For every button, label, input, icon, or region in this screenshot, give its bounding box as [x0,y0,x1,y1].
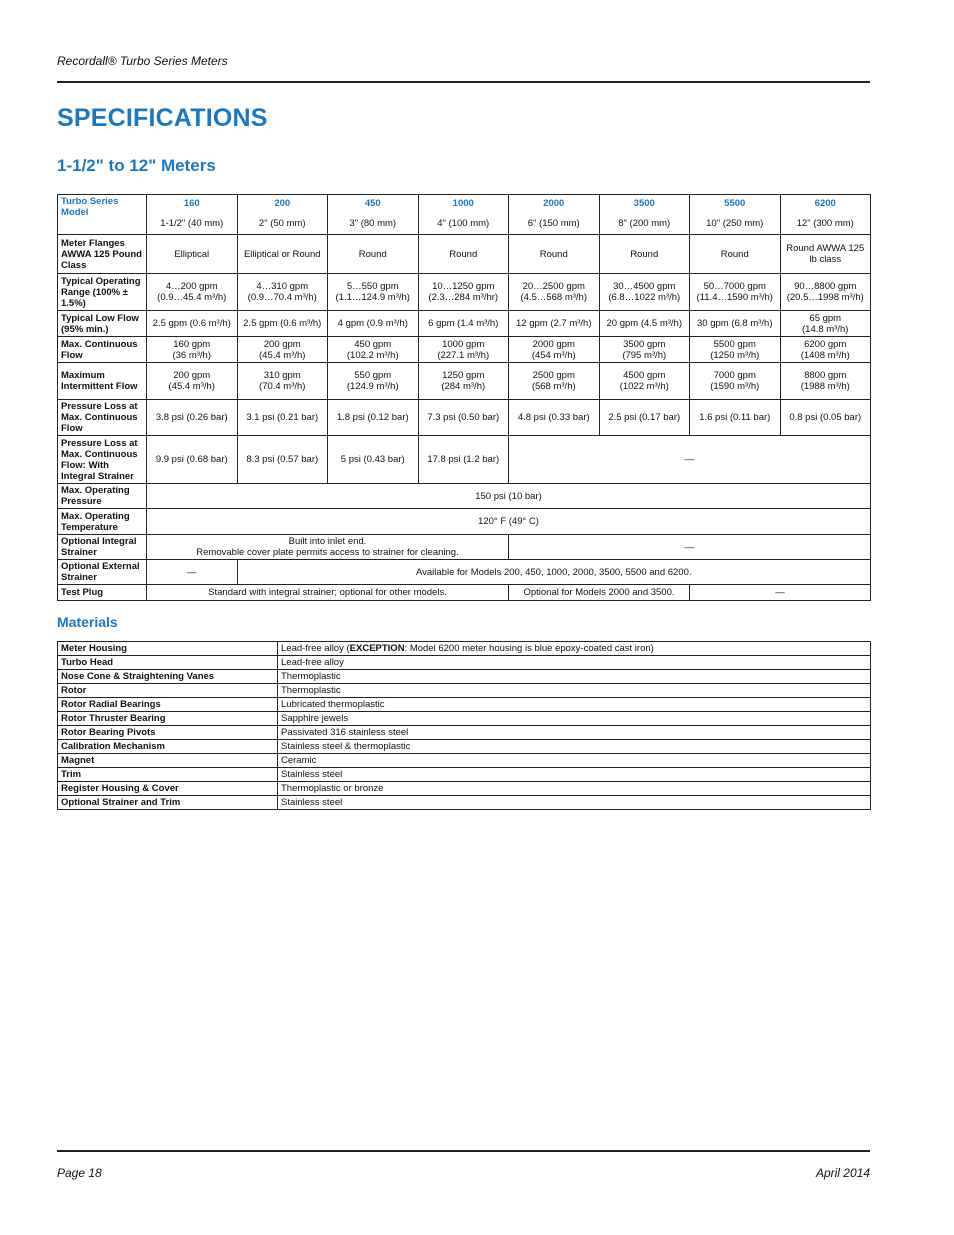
publication-date: April 2014 [815,1166,870,1180]
material-value: Lubricated thermoplastic [278,698,871,712]
model-number: 6200 [814,198,836,209]
table-cell: Round [418,235,509,274]
table-row [58,754,871,768]
table-row [58,726,871,740]
low-flow-label: Typical Low Flow (95% min.) [58,311,147,337]
model-size: 1-1/2" (40 mm) [160,218,224,229]
cell-line: (795 m³/h) [622,349,667,361]
material-part: Rotor [58,684,278,698]
material-part: Optional Strainer and Trim [58,796,278,810]
table-cell: 1.8 psi (0.12 bar) [328,400,419,436]
table-cell: 8.3 psi (0.57 bar) [237,436,328,484]
table-cell [237,274,328,311]
material-value: Ceramic [278,754,871,768]
model-size: 4" (100 mm) [437,218,490,229]
material-value: Thermoplastic [278,684,871,698]
table-cell [147,274,238,311]
table-cell [690,311,781,337]
table-cell: Round [509,235,600,274]
table-cell: Round AWWA 125 lb class [780,235,871,274]
material-value: Thermoplastic or bronze [278,782,871,796]
table-cell: 0.8 psi (0.05 bar) [780,400,871,436]
cell-line: 20 gpm (4.5 m³/h) [606,318,682,329]
table-row [58,642,871,656]
model-number: 200 [274,198,291,209]
model-cell [147,195,238,235]
table-cell: 3.1 psi (0.21 bar) [237,400,328,436]
cell-line: 450 gpm [354,338,392,350]
integral-strainer-label: Optional Integral Strainer [58,535,147,560]
material-value: Thermoplastic [278,670,871,684]
cell-line: (454 m³/h) [531,349,576,361]
cell-line: 7000 gpm [713,370,756,381]
cell-line: 1250 gpm [442,370,485,381]
max-intermittent-label: Maximum Intermittent Flow [58,363,147,400]
table-cell: Elliptical or Round [237,235,328,274]
cell-line: Removable cover plate permits access to strainer for cleaning. [196,547,459,558]
table-cell: Round [690,235,781,274]
material-value: Passivated 316 stainless steel [278,726,871,740]
cell-line: 2.5 gpm (0.6 m³/h) [243,318,322,329]
max-temperature-label: Max. Operating Temperature [58,509,147,535]
cell-line: 50…7000 gpm [703,281,766,292]
table-cell: — [509,436,871,484]
table-cell [599,311,690,337]
table-cell [780,363,871,400]
model-size: 3" (80 mm) [349,218,397,229]
material-part: Register Housing & Cover [58,782,278,796]
cell-line: 2500 gpm [532,370,575,381]
material-value [278,642,871,656]
model-size: 8" (200 mm) [618,218,671,229]
pressure-loss-label: Pressure Loss at Max. Continuous Flow [58,400,147,436]
model-cell [599,195,690,235]
table-cell: Round [328,235,419,274]
table-cell [509,363,600,400]
material-part: Trim [58,768,278,782]
table-cell [418,274,509,311]
table-row [58,782,871,796]
max-temperature-row [58,509,871,535]
test-plug-label: Test Plug [58,585,147,601]
table-row [58,698,871,712]
operating-range-row [58,274,871,311]
table-row [58,768,871,782]
cell-line: 20…2500 gpm [522,281,585,292]
cell-line: 550 gpm [354,370,392,381]
table-cell [599,363,690,400]
material-part: Rotor Radial Bearings [58,698,278,712]
table-cell: 7.3 psi (0.50 bar) [418,400,509,436]
cell-line: 4 gpm (0.9 m³/h) [337,318,408,329]
max-pressure-row [58,484,871,509]
model-cell [780,195,871,235]
cell-line: (1022 m³/h) [619,381,669,392]
model-cell [418,195,509,235]
cell-line: (2.3…284 m³/hr) [428,292,499,303]
cell-line: Built into inlet end. [288,536,367,547]
cell-line: 3500 gpm [623,338,666,350]
table-cell [147,337,238,363]
table-cell [147,535,509,560]
cell-line: (4.5…568 m³/h) [520,292,588,303]
cell-line: 1000 gpm [442,338,485,350]
cell-line: 2.5 gpm (0.6 m³/h) [152,318,231,329]
table-cell: Available for Models 200, 450, 1000, 2000, 3500, 5500 and 6200. [237,560,871,585]
cell-line: 4500 gpm [623,370,666,381]
table-cell: 3.8 psi (0.26 bar) [147,400,238,436]
table-cell: 17.8 psi (1.2 bar) [418,436,509,484]
cell-line: (45.4 m³/h) [259,349,306,361]
cell-line: (14.8 m³/h) [802,323,849,335]
table-row [58,712,871,726]
table-cell [690,274,781,311]
table-row [58,670,871,684]
table-cell [147,363,238,400]
cell-line: 4…200 gpm [165,281,218,292]
low-flow-row [58,311,871,337]
model-number: 450 [364,198,381,209]
material-value: Stainless steel [278,796,871,810]
pressure-loss-strainer-label: Pressure Loss at Max. Continuous Flow: With Integral Strainer [58,436,147,484]
table-cell: 1.6 psi (0.11 bar) [690,400,781,436]
max-pressure-label: Max. Operating Pressure [58,484,147,509]
external-strainer-row [58,560,871,585]
cell-line: 200 gpm [173,370,211,381]
footer-rule [57,1150,870,1152]
section-title: 1-1/2" to 12" Meters [57,156,216,175]
table-cell [328,363,419,400]
model-size: 10" (250 mm) [706,218,764,229]
table-cell [509,311,600,337]
material-text: : Model 6200 meter housing is blue epoxy-coated cast iron) [404,643,654,654]
table-cell [237,363,328,400]
table-cell [780,337,871,363]
cell-line: (11.4…1590 m³/h) [696,292,773,303]
cell-line: 6200 gpm [804,338,847,350]
table-cell [690,337,781,363]
pressure-loss-row [58,400,871,436]
table-row [58,740,871,754]
model-row-header: Turbo Series Model [58,195,147,235]
pressure-loss-strainer-row [58,436,871,484]
table-cell: — [509,535,871,560]
table-row [58,656,871,670]
cell-line: (70.4 m³/h) [259,381,306,392]
cell-line: 30…4500 gpm [613,281,676,292]
cell-line: (102.2 m³/h) [346,349,399,361]
model-number: 3500 [633,198,655,209]
table-cell [147,311,238,337]
integral-strainer-row [58,535,871,560]
cell-line: (36 m³/h) [172,349,212,361]
material-part: Rotor Bearing Pivots [58,726,278,740]
model-cell [690,195,781,235]
table-cell [509,337,600,363]
model-number: 2000 [543,198,565,209]
table-cell: 9.9 psi (0.68 bar) [147,436,238,484]
model-number: 5500 [724,198,746,209]
table-cell [509,274,600,311]
cell-line: (284 m³/h) [441,381,486,392]
table-cell [418,337,509,363]
model-size: 12" (300 mm) [796,218,854,229]
specifications-table [57,194,871,601]
table-cell: 150 psi (10 bar) [147,484,871,509]
page-title: SPECIFICATIONS [57,104,268,132]
cell-line: (124.9 m³/h) [346,381,399,392]
table-cell [780,274,871,311]
cell-line: 160 gpm [173,338,211,350]
table-cell [418,363,509,400]
model-row [58,195,871,235]
table-cell: — [690,585,871,601]
table-cell [780,311,871,337]
cell-line: (227.1 m³/h) [437,349,490,361]
table-cell [599,337,690,363]
model-cell [328,195,419,235]
cell-line: 12 gpm (2.7 m³/h) [516,318,592,329]
running-header: Recordall® Turbo Series Meters [57,54,228,68]
max-continuous-row [58,337,871,363]
cell-line: (20.5…1998 m³/h) [786,292,864,303]
cell-line: 4…310 gpm [256,281,309,292]
materials-title: Materials [57,614,118,630]
model-cell [237,195,328,235]
cell-line: 6 gpm (1.4 m³/h) [428,318,499,329]
material-part: Rotor Thruster Bearing [58,712,278,726]
table-cell [328,337,419,363]
model-size: 2" (50 mm) [258,218,306,229]
material-text: Lead-free alloy ( [281,643,350,654]
material-part: Meter Housing [58,642,278,656]
model-cell [509,195,600,235]
page-number: Page 18 [57,1166,102,1180]
exception-text: EXCEPTION [349,643,405,654]
table-cell: — [147,560,238,585]
max-intermittent-row [58,363,871,400]
table-cell: Standard with integral strainer; optional for other models. [147,585,509,601]
cell-line: 90…8800 gpm [794,281,857,292]
cell-line: (45.4 m³/h) [168,381,215,392]
cell-line: (6.8…1022 m³/h) [608,292,681,303]
cell-line: 30 gpm (6.8 m³/h) [697,318,773,329]
table-cell: 120° F (49° C) [147,509,871,535]
cell-line: (568 m³/h) [531,381,576,392]
header-rule [57,81,870,83]
table-cell: 5 psi (0.43 bar) [328,436,419,484]
external-strainer-label: Optional External Strainer [58,560,147,585]
material-part: Turbo Head [58,656,278,670]
cell-line: 5…550 gpm [346,281,399,292]
material-value: Stainless steel [278,768,871,782]
flanges-label: Meter Flanges AWWA 125 Pound Class [58,235,147,274]
material-value: Lead-free alloy [278,656,871,670]
table-cell [328,311,419,337]
cell-line: (1408 m³/h) [800,349,850,361]
cell-line: (1.1…124.9 m³/h) [335,292,410,303]
materials-table [57,641,871,810]
material-part: Magnet [58,754,278,768]
table-cell: Round [599,235,690,274]
max-continuous-label: Max. Continuous Flow [58,337,147,363]
cell-line: 310 gpm [263,370,301,381]
table-cell [418,311,509,337]
model-size: 6" (150 mm) [527,218,580,229]
cell-line: 65 gpm [809,312,842,324]
cell-line: 8800 gpm [804,370,847,381]
cell-line: (0.9…45.4 m³/h) [157,292,227,303]
table-row [58,684,871,698]
cell-line: 10…1250 gpm [432,281,495,292]
model-number: 160 [183,198,200,209]
material-part: Nose Cone & Straightening Vanes [58,670,278,684]
table-cell [237,311,328,337]
cell-line: (1988 m³/h) [800,381,850,392]
cell-line: 200 gpm [263,338,301,350]
table-cell: 4.8 psi (0.33 bar) [509,400,600,436]
test-plug-row [58,585,871,601]
cell-line: 5500 gpm [713,338,756,350]
table-cell [690,363,781,400]
table-cell: Optional for Models 2000 and 3500. [509,585,690,601]
table-cell [237,337,328,363]
operating-range-label: Typical Operating Range (100% ± 1.5%) [58,274,147,311]
table-cell [328,274,419,311]
table-cell [599,274,690,311]
material-value: Sapphire jewels [278,712,871,726]
model-number: 1000 [452,198,474,209]
cell-line: (1250 m³/h) [710,349,760,361]
table-cell: Elliptical [147,235,238,274]
material-part: Calibration Mechanism [58,740,278,754]
cell-line: 2000 gpm [532,338,575,350]
material-value: Stainless steel & thermoplastic [278,740,871,754]
cell-line: (0.9…70.4 m³/h) [247,292,317,303]
cell-line: (1590 m³/h) [710,381,760,392]
table-cell: 2.5 psi (0.17 bar) [599,400,690,436]
flanges-row [58,235,871,274]
table-row [58,796,871,810]
